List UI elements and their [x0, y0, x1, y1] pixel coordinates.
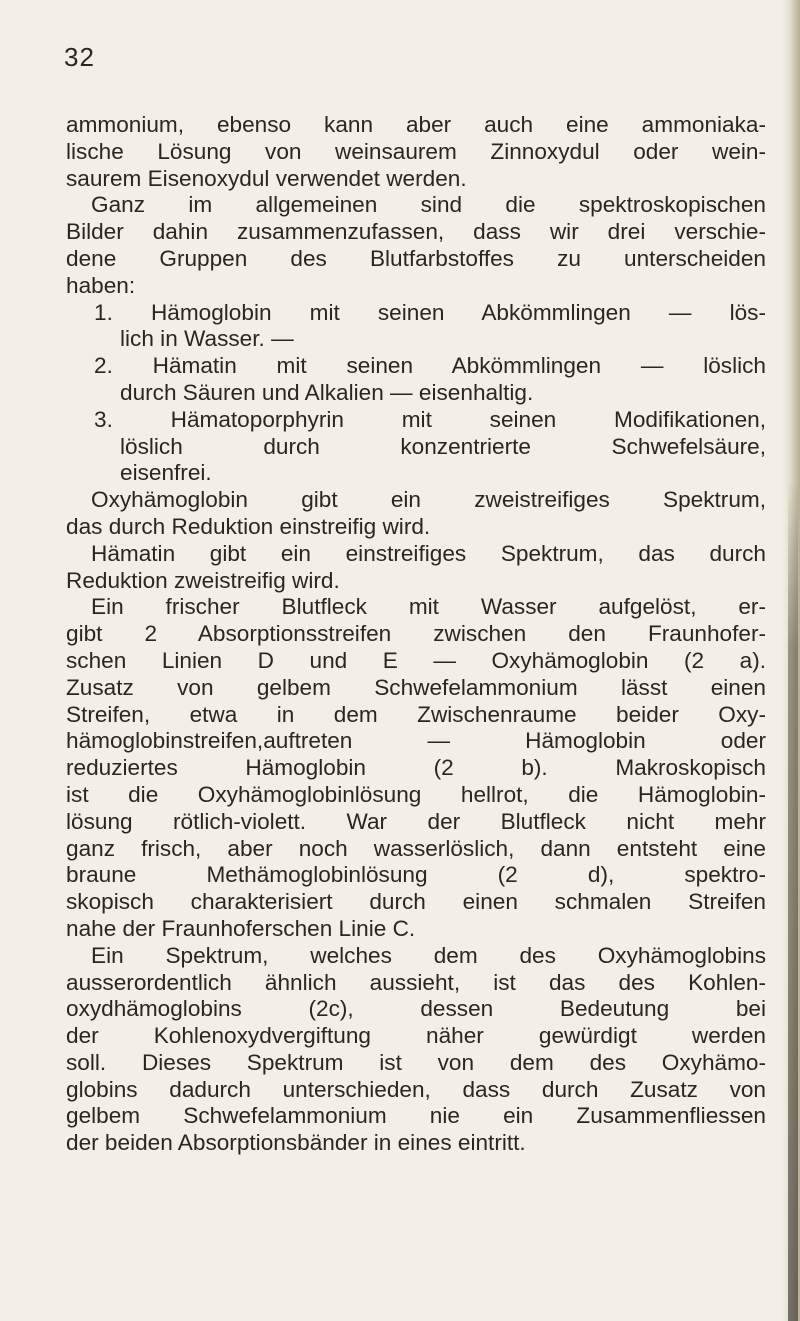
text-line: das durch Reduktion einstreifig wird. [66, 513, 431, 539]
text-line: Oxyhämoglobin gibt ein zweistreifiges Spektrum, [91, 487, 766, 513]
text-line: nahe der Fraunhoferschen Linie C. [66, 915, 416, 941]
text-line: löslich durch konzentrierte Schwefelsäure, [120, 433, 766, 459]
page-number: 32 [64, 42, 95, 72]
text-line: Streifen, etwa in dem Zwischenraume beider Oxy- [66, 701, 766, 727]
text-line: Ein Spektrum, welches dem des Oxyhämoglobins [91, 942, 766, 968]
text-line: lische Lösung von weinsaurem Zinnoxydul oder wein- [66, 138, 766, 164]
text-line: Zusatz von gelbem Schwefelammonium lässt einen [66, 674, 766, 700]
text-line: Hämatin gibt ein einstreifiges Spektrum, das durch [91, 540, 766, 566]
text-line: globins dadurch unterschieden, dass durch Zusatz von [66, 1076, 766, 1102]
text-line: Ein frischer Blutfleck mit Wasser aufgelöst, er- [91, 594, 766, 620]
text-line: saurem Eisenoxydul verwendet werden. [66, 165, 467, 191]
text-line: schen Linien D und E — Oxyhämoglobin (2 a). [66, 647, 766, 673]
text-line: ist die Oxyhämoglobinlösung hellrot, die Hämoglobin- [66, 781, 766, 807]
text-line: gelbem Schwefelammonium nie ein Zusammenfliessen [66, 1103, 766, 1129]
text-line: braune Methämoglobinlösung (2 d), spektro- [66, 862, 766, 888]
text-line: der beiden Absorptionsbänder in eines eintritt. [66, 1130, 526, 1156]
text-line: der Kohlenoxydvergiftung näher gewürdigt werden [66, 1023, 766, 1049]
body-text [66, 112, 766, 1157]
text-line: Ganz im allgemeinen sind die spektroskopischen [91, 192, 766, 218]
text-line: ganz frisch, aber noch wasserlöslich, dann entsteht eine [66, 835, 766, 861]
text-line: hämoglobinstreifen,auftreten — Hämoglobin oder [66, 728, 766, 754]
text-line: Reduktion zweistreifig wird. [66, 567, 340, 593]
text-line: gibt 2 Absorptionsstreifen zwischen den Fraunhofer- [66, 621, 766, 647]
text-line: dene Gruppen des Blutfarbstoffes zu unterscheiden [66, 245, 766, 271]
text-line: haben: [66, 272, 136, 298]
list-item-2: 2. Hämatin mit seinen Abkömmlingen — löslich [94, 353, 766, 379]
text-line: Bilder dahin zusammenzufassen, dass wir drei verschie- [66, 219, 766, 245]
text-line: oxydhämoglobins (2c), dessen Bedeutung bei [66, 996, 766, 1022]
list-item-3: 3. Hämatoporphyrin mit seinen Modifikationen, [94, 406, 766, 432]
binding-shadow [788, 480, 798, 1321]
text-line: lösung rötlich-violett. War der Blutfleck nicht mehr [66, 808, 766, 834]
text-line: reduziertes Hämoglobin (2 b). Makroskopisch [66, 755, 766, 781]
text-line: skopisch charakterisiert durch einen schmalen Streifen [66, 889, 766, 915]
text-line: soll. Dieses Spektrum ist von dem des Oxyhämo- [66, 1049, 766, 1075]
text-line: eisenfrei. [120, 460, 212, 486]
list-item-1: 1. Hämoglobin mit seinen Abkömmlingen — lös- [94, 299, 766, 325]
text-line: lich in Wasser. — [120, 326, 294, 352]
text-line: durch Säuren und Alkalien — eisenhaltig. [120, 379, 534, 405]
text-line: ausserordentlich ähnlich aussieht, ist das des Kohlen- [66, 969, 766, 995]
text-line: ammonium, ebenso kann aber auch eine ammoniaka- [66, 112, 766, 137]
